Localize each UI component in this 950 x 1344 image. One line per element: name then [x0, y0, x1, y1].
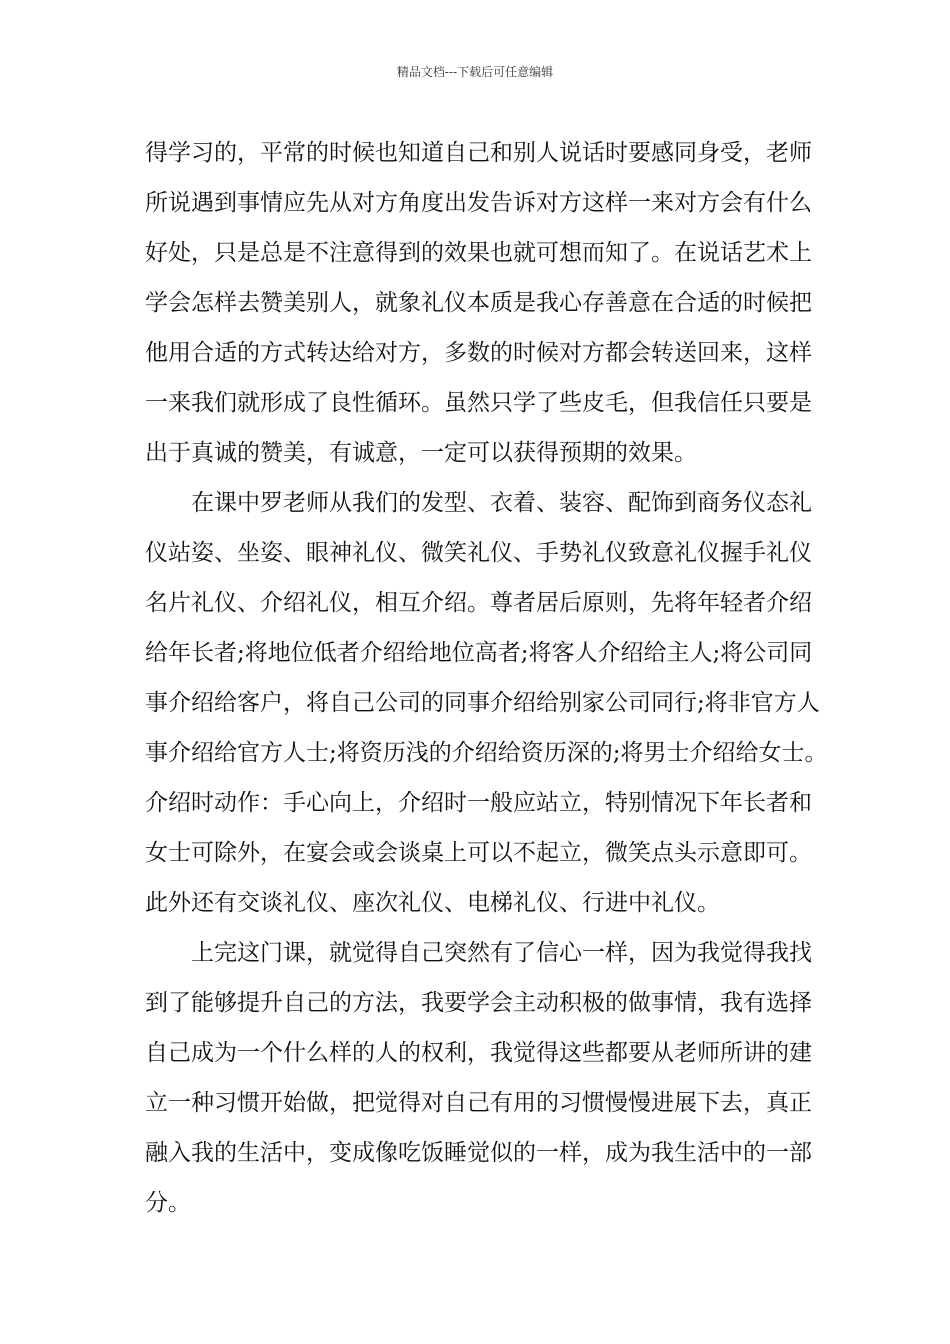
text-line: 所说遇到事情应先从对方角度出发告诉对方这样一来对方会有什么	[145, 190, 812, 216]
text-line: 他用合适的方式转达给对方，多数的时候对方都会转送回来，这样	[145, 340, 812, 366]
text-line: 分。	[145, 1190, 191, 1216]
text-line: 在课中罗老师从我们的发型、衣着、装容、配饰到商务仪态礼	[145, 490, 812, 516]
text-line: 好处，只是总是不注意得到的效果也就可想而知了。在说话艺术上	[145, 240, 812, 266]
text-line: 给年长者;将地位低者介绍给地位高者;将客人介绍给主人;将公司同	[145, 640, 813, 666]
text-line: 融入我的生活中，变成像吃饭睡觉似的一样，成为我生活中的一部	[145, 1140, 812, 1166]
text-line: 名片礼仪、介绍礼仪，相互介绍。尊者居后原则，先将年轻者介绍	[145, 590, 812, 616]
text-line: 自己成为一个什么样的人的权利，我觉得这些都要从老师所讲的建	[145, 1040, 812, 1066]
text-line: 到了能够提升自己的方法，我要学会主动积极的做事情，我有选择	[145, 990, 812, 1016]
document-body	[145, 128, 828, 1228]
text-line: 上完这门课，就觉得自己突然有了信心一样，因为我觉得我找	[145, 940, 812, 966]
text-line: 出于真诚的赞美，有诚意，一定可以获得预期的效果。	[145, 440, 697, 466]
text-line: 仪站姿、坐姿、眼神礼仪、微笑礼仪、手势礼仪致意礼仪握手礼仪	[145, 540, 812, 566]
text-line: 介绍时动作：手心向上，介绍时一般应站立，特别情况下年长者和	[145, 790, 812, 816]
text-line: 事介绍给官方人士;将资历浅的介绍给资历深的;将男士介绍给女士。	[145, 740, 828, 766]
text-line: 学会怎样去赞美别人，就象礼仪本质是我心存善意在合适的时候把	[145, 290, 812, 316]
text-line: 事介绍给客户，将自己公司的同事介绍给别家公司同行;将非官方人	[145, 690, 820, 716]
text-line: 得学习的，平常的时候也知道自己和别人说话时要感同身受，老师	[145, 140, 812, 166]
text-line: 女士可除外，在宴会或会谈桌上可以不起立，微笑点头示意即可。	[145, 840, 812, 866]
text-line: 立一种习惯开始做，把觉得对自己有用的习惯慢慢进展下去，真正	[145, 1090, 812, 1116]
text-line: 此外还有交谈礼仪、座次礼仪、电梯礼仪、行进中礼仪。	[145, 890, 720, 916]
text-line: 一来我们就形成了良性循环。虽然只学了些皮毛，但我信任只要是	[145, 390, 812, 416]
page-header: 精品文档---下载后可任意编辑	[396, 65, 554, 79]
